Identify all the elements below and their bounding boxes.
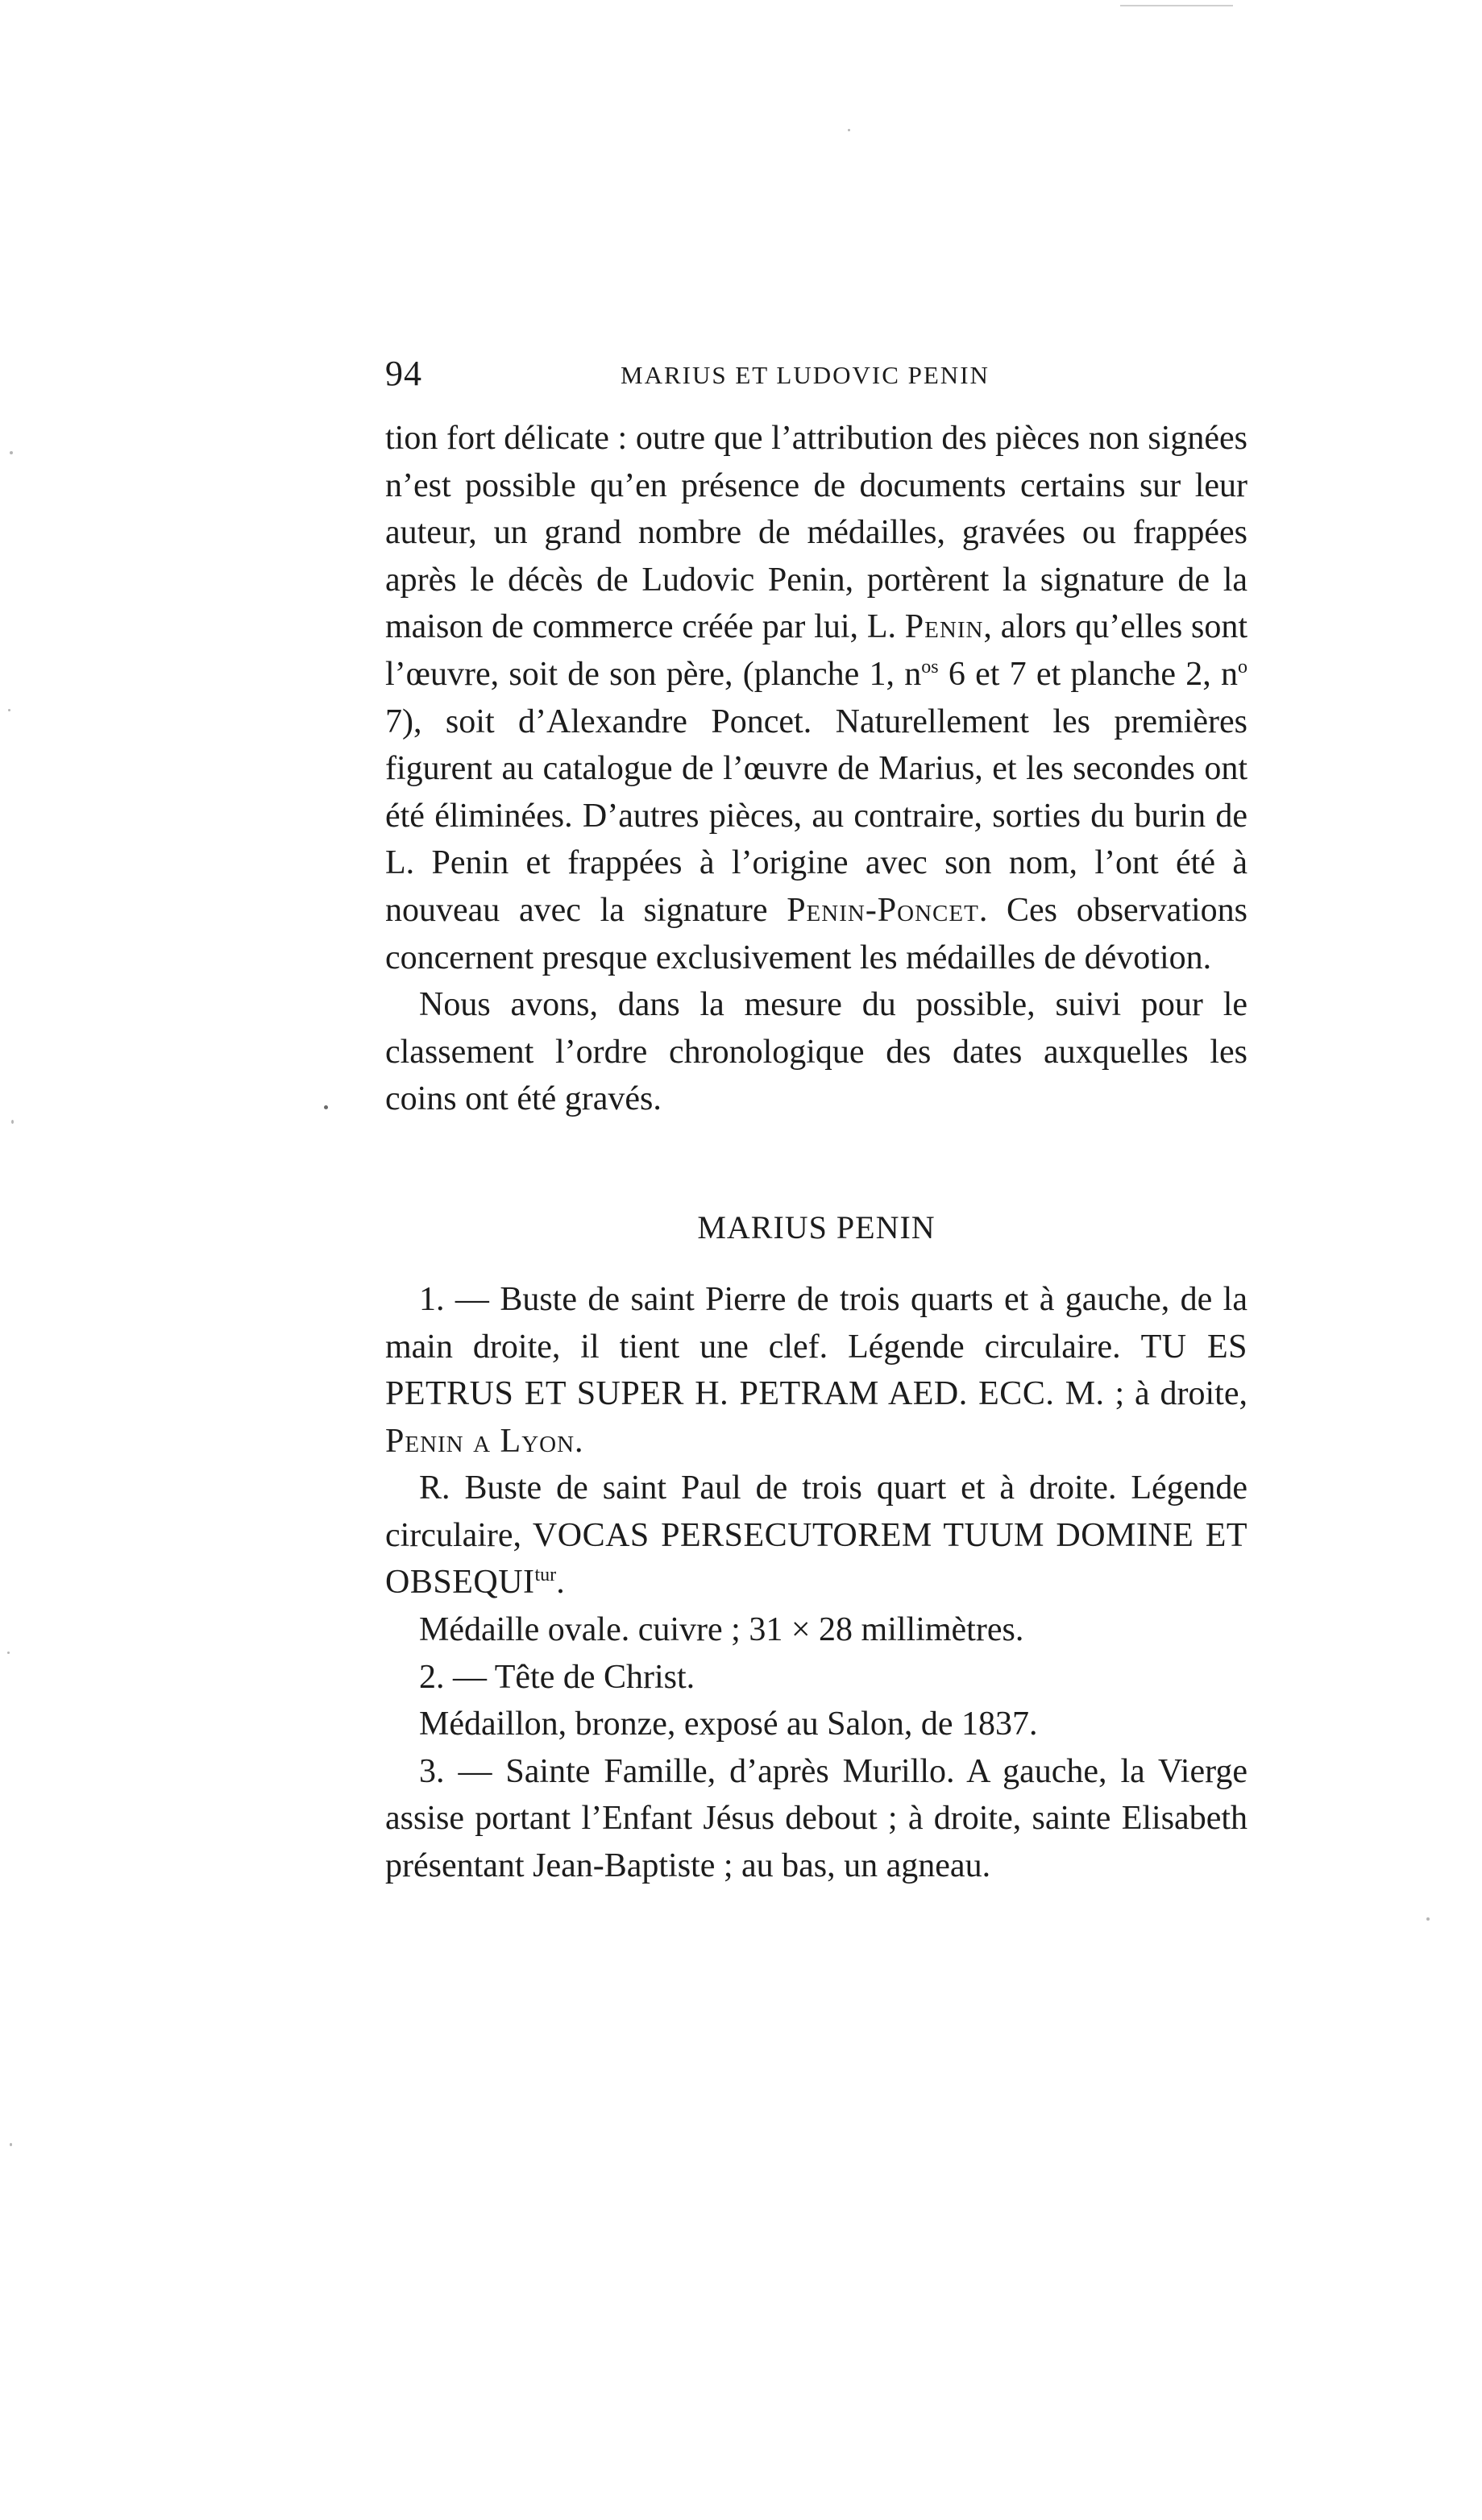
superscript: os	[921, 656, 939, 678]
entry-1-description: Médaille ovale. cuivre ; 31 × 28 millimètres.	[419, 1611, 1024, 1649]
scan-speck	[1426, 1917, 1430, 1921]
legend-text: TU ES PETRUS ET SUPER H. PETRAM AED. ECC. M.	[385, 1328, 1248, 1413]
text-run: ; à droite,	[1104, 1375, 1247, 1413]
paragraph-continuation	[385, 415, 1247, 981]
text-run: 7), soit d’Alexandre Poncet. Naturellement les premières figurent au catalogue de l’œuvre de Marius, et les secondes ont été éliminées. D’autres pièces, au contraire, sorties du burin de L. Penin et frappées à l’origine avec son nom, l’ont été à nouveau avec la signature	[385, 703, 1247, 929]
paragraph-classification: Nous avons, dans la mesure du possible, suivi pour le classement l’ordre chronologique des dates auxquelles les coins ont été gravés.	[385, 986, 1247, 1118]
scan-speck	[10, 2143, 12, 2146]
scan-speck	[848, 129, 850, 131]
text-run: .	[556, 1564, 565, 1602]
page-number: 94	[385, 354, 422, 393]
small-caps-signature: Penin a Lyon	[385, 1422, 575, 1460]
legend-text: VOCAS PERSECUTOREM TUUM DOMINE ET OBSEQUI	[385, 1516, 1248, 1602]
scan-speck	[324, 1105, 328, 1109]
entry-2: 2. — Tête de Christ.	[419, 1658, 695, 1696]
entry-1	[385, 1276, 1247, 1465]
text-run: 6 et 7 et planche 2, n	[938, 655, 1238, 693]
entry-1-reverse	[385, 1465, 1247, 1606]
text-run: tion fort délicate : outre que l’attribution des pièces non signées n’est possible qu’en présence de documents certains sur leur auteur, un grand nombre de médailles, gravées ou frappées après le décès de Ludovic Penin, portèrent la signature de la maison de commerce créée par lui, L.	[385, 420, 1247, 646]
running-title: MARIUS ET LUDOVIC PENIN	[621, 361, 990, 389]
scan-edge-line	[1120, 5, 1233, 6]
running-header	[385, 353, 1223, 401]
section-heading: MARIUS PENIN	[697, 1208, 936, 1245]
entry-2-description: Médaillon, bronze, exposé au Salon, de 1837.	[419, 1706, 1038, 1743]
scan-speck	[8, 709, 10, 711]
small-caps-name: Penin-Poncet	[787, 891, 979, 929]
text-block	[385, 415, 1247, 1890]
scan-speck	[11, 1120, 14, 1124]
text-run: .	[575, 1422, 583, 1460]
superscript: o	[1238, 656, 1247, 678]
text-run: 1. — Buste de saint Pierre de trois quarts et à gauche, de la main droite, il tient une clef. Légende circulaire.	[385, 1280, 1247, 1366]
scan-speck	[7, 1652, 10, 1654]
text-run: , alors qu’elles sont l’œuvre, soit de son père, (planche 1, n	[385, 608, 1247, 693]
entry-3: 3. — Sainte Famille, d’après Murillo. A gauche, la Vierge assise portant l’Enfant Jésus debout ; à droite, sainte Elisabeth présentant Jean-Baptiste ; au bas, un agneau.	[385, 1752, 1247, 1885]
text-run: R. Buste de saint Paul de trois quart et à droite. Légende circulaire,	[385, 1469, 1247, 1554]
scan-speck	[10, 451, 13, 454]
small-caps-name: Penin	[904, 608, 984, 646]
superscript: tur	[534, 1565, 557, 1586]
text-run: . Ces observations concernent presque exclusivement les médailles de dévotion.	[385, 891, 1247, 976]
